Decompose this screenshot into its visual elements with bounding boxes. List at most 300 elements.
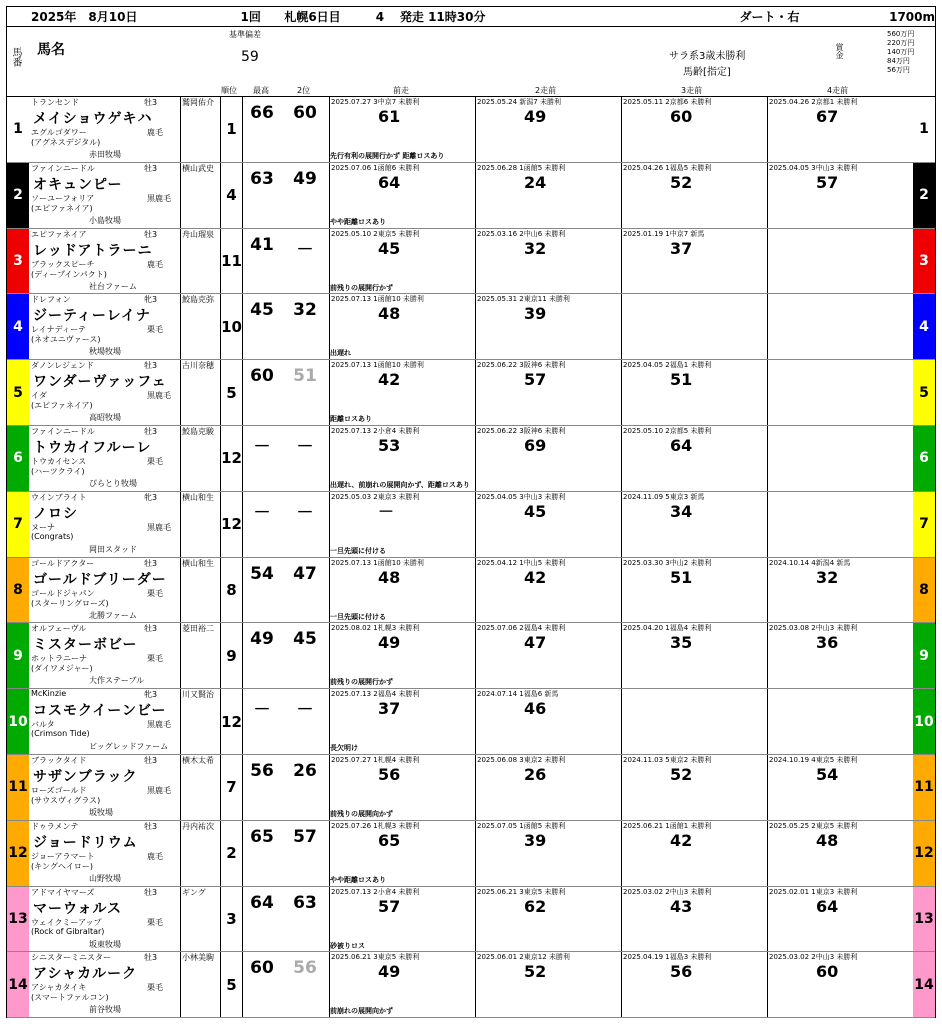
- coat-color: 黒鹿毛: [147, 391, 171, 401]
- past-race-score: 43: [670, 896, 693, 916]
- horse-number-right: 14: [913, 952, 935, 1017]
- past-race-date: 2025.03.08 2中山3 未勝利: [769, 624, 858, 633]
- past-race-score: 48: [378, 304, 401, 324]
- past-race-score: 56: [670, 962, 693, 982]
- second-score: 26: [293, 760, 317, 781]
- dam: バルタ: [31, 720, 55, 730]
- race-kai: 1回: [240, 10, 261, 24]
- jockey: 川又賢治: [181, 689, 221, 754]
- past-race[interactable]: [767, 426, 913, 491]
- past-race-score: 32: [524, 238, 547, 258]
- label-base: 基準偏差: [229, 30, 261, 39]
- past-race-date: 2025.07.27 1札幌4 未勝利: [331, 755, 420, 764]
- coat-color: 黒鹿毛: [147, 785, 171, 795]
- past-race[interactable]: [767, 887, 913, 952]
- past-race-score: 67: [816, 107, 839, 126]
- horse-number-left: 14: [7, 952, 29, 1017]
- broodmare-sire: (Crimson Tide): [31, 729, 90, 739]
- past-race-date: 2025.02.01 1東京3 未勝利: [769, 887, 858, 896]
- coat-color: 黒鹿毛: [147, 193, 171, 203]
- past-race[interactable]: [621, 97, 767, 162]
- sire: トランセンド: [31, 98, 79, 107]
- horse-row: [7, 294, 935, 360]
- horse-info[interactable]: [29, 689, 181, 754]
- rank: 5: [221, 952, 243, 1017]
- horse-info[interactable]: [29, 294, 181, 359]
- broodmare-sire: (サウスヴィグラス): [31, 795, 101, 805]
- horse-row: [7, 229, 935, 295]
- best-score: 41: [250, 234, 274, 255]
- horse-info[interactable]: [29, 952, 181, 1017]
- horse-number-left: 8: [7, 558, 29, 623]
- past-race-date: 2025.06.21 1函館1 未勝利: [623, 821, 712, 830]
- past-race[interactable]: [621, 623, 767, 688]
- base-score: 59: [241, 49, 259, 65]
- past-race-date: 2025.06.28 1函館5 未勝利: [477, 163, 566, 172]
- past-race-score: 42: [524, 567, 547, 587]
- past-race[interactable]: [767, 360, 913, 425]
- race-comment: 砂被りロス: [330, 941, 365, 950]
- past-race[interactable]: [621, 887, 767, 952]
- horse-info[interactable]: [29, 163, 181, 228]
- sex-age: 牡3: [144, 821, 158, 831]
- race-comment: 前崩れの展開向かず: [330, 1007, 393, 1016]
- past-race-date: 2025.01.19 1中京7 新馬: [623, 229, 705, 238]
- sex-age: 牡3: [144, 953, 158, 963]
- past-race-score: 36: [816, 633, 839, 653]
- sex-age: 牡3: [144, 229, 158, 239]
- horse-number-right: 3: [913, 229, 935, 294]
- broodmare-sire: (ネオユニヴァース): [31, 335, 101, 345]
- dam: ヌーナ: [31, 522, 55, 532]
- past-race[interactable]: [767, 492, 913, 557]
- col-2nd-last: 2走前: [535, 86, 557, 95]
- race-comment: 一旦先頭に付ける: [330, 612, 386, 621]
- horse-name: コスモクイーンビー: [33, 703, 167, 720]
- horse-info[interactable]: [29, 887, 181, 952]
- horse-number-right: 1: [913, 97, 935, 162]
- race-comment: 長欠明け: [330, 744, 358, 753]
- best-score: 60: [250, 366, 274, 387]
- race-comment: 距離ロスあり: [330, 415, 372, 424]
- past-race-date: 2025.03.16 2中山6 未勝利: [477, 229, 566, 238]
- sex-age: 牡3: [144, 558, 158, 568]
- dam: ホットラニーナ: [31, 654, 87, 664]
- past-race-date: 2025.07.05 1函館5 未勝利: [477, 821, 566, 830]
- horse-info[interactable]: [29, 558, 181, 623]
- sex-age: 牡3: [144, 163, 158, 173]
- breeder: 高昭牧場: [89, 413, 121, 423]
- dam: ゴールドジャパン: [31, 588, 95, 598]
- horse-info[interactable]: [29, 821, 181, 886]
- horse-number-left: 5: [7, 360, 29, 425]
- dam: トウカイセンス: [31, 456, 87, 466]
- past-race-score: 48: [816, 830, 839, 850]
- horse-number-left: 1: [7, 97, 29, 162]
- past-race-date: 2025.06.21 3東京5 未勝利: [331, 953, 420, 962]
- horse-row: [7, 755, 935, 821]
- second-score: 47: [293, 563, 317, 584]
- past-race-score: 69: [524, 435, 547, 455]
- past-race[interactable]: [767, 755, 913, 820]
- label-horse-name: 馬名: [37, 42, 65, 58]
- coat-color: 黒鹿毛: [147, 522, 171, 532]
- race-comment: 前残りの展開行かず: [330, 283, 393, 292]
- past-race-date: 2025.04.20 1福島4 未勝利: [623, 624, 712, 633]
- past-race-score: 46: [524, 699, 547, 719]
- past-race-date: 2025.04.26 2京都1 未勝利: [769, 98, 858, 106]
- past-race-score: 52: [524, 962, 547, 982]
- race-comment: 一旦先頭に付ける: [330, 546, 386, 555]
- best-score: 54: [250, 563, 274, 584]
- race-comment: 出遅れ、前崩れの展開向かず、距離ロスあり: [330, 480, 470, 489]
- best-score: 65: [250, 826, 274, 847]
- past-race-score: 53: [378, 435, 401, 455]
- jockey: 小林美駒: [181, 952, 221, 1017]
- past-race[interactable]: [767, 163, 913, 228]
- sex-age: 牡3: [144, 426, 158, 436]
- jockey: 舟山瑠泉: [181, 229, 221, 294]
- horse-name: マーウォルス: [33, 900, 123, 917]
- past-race-score: 37: [378, 699, 401, 719]
- race-comment: 前残りの展開向かず: [330, 809, 393, 818]
- past-race-date: 2025.07.13 2小倉4 未勝利: [331, 887, 420, 896]
- past-race[interactable]: [621, 689, 767, 754]
- horse-name: アシャカルーク: [33, 966, 138, 983]
- horse-info[interactable]: [29, 755, 181, 820]
- second-score: 57: [293, 826, 317, 847]
- rank: 4: [221, 163, 243, 228]
- col-4th-last: 4走前: [827, 86, 849, 95]
- horse-number-right: 10: [913, 689, 935, 754]
- race-comment: 前残りの展開行かず: [330, 678, 393, 687]
- past-race-score: 64: [670, 435, 693, 455]
- past-race-score: 62: [524, 896, 547, 916]
- past-race[interactable]: [767, 952, 913, 1017]
- race-date: 2025年 8月10日: [31, 10, 138, 24]
- dam: ローズゴールド: [31, 785, 87, 795]
- breeder: 岡田スタッド: [89, 544, 137, 554]
- past-race[interactable]: [621, 294, 767, 359]
- second-score: 56: [293, 958, 317, 979]
- past-race[interactable]: [621, 426, 767, 491]
- jockey: 鷲岡佑介: [181, 97, 221, 162]
- race-sheet: [6, 6, 936, 1018]
- past-race-date: 2025.07.13 2小倉4 未勝利: [331, 426, 420, 435]
- past-race-score: 60: [670, 107, 693, 126]
- horse-row: [7, 952, 935, 1018]
- sire: ウインブライト: [31, 492, 87, 502]
- past-race-date: 2025.07.13 2福島4 未勝利: [331, 690, 420, 699]
- past-race[interactable]: [621, 755, 767, 820]
- horse-info[interactable]: [29, 360, 181, 425]
- past-race-score: 48: [378, 567, 401, 587]
- second-score: －: [296, 239, 314, 260]
- sex-age: 牡3: [144, 624, 158, 634]
- past-race-date: 2024.07.14 1福島6 新馬: [477, 690, 559, 699]
- broodmare-sire: (ディープインパクト): [31, 269, 107, 279]
- rank: 2: [221, 821, 243, 886]
- horse-number-left: 9: [7, 623, 29, 688]
- horse-number-left: 10: [7, 689, 29, 754]
- past-race-date: 2025.04.19 1福島3 未勝利: [623, 953, 712, 962]
- coat-color: 栗毛: [147, 325, 163, 335]
- past-race[interactable]: [767, 821, 913, 886]
- dam: ウェイクミーアップ: [31, 917, 102, 927]
- past-race-score: 52: [670, 172, 693, 192]
- past-race-date: 2025.03.02 2中山3 未勝利: [769, 953, 858, 962]
- second-score: 63: [293, 892, 317, 913]
- prize-4: 84万円: [887, 57, 910, 65]
- race-distance: 1700m: [889, 9, 935, 24]
- horse-number-left: 12: [7, 821, 29, 886]
- past-race-score: 39: [524, 304, 547, 324]
- past-race[interactable]: [767, 558, 913, 623]
- best-score: 60: [250, 958, 274, 979]
- best-score: －: [253, 436, 271, 457]
- past-race-score: 35: [670, 633, 693, 653]
- col-best: 最高: [253, 86, 269, 95]
- horse-info[interactable]: [29, 97, 181, 162]
- horse-name: ゴールドブリーダー: [33, 571, 167, 588]
- past-race-date: 2025.05.10 2東京5 未勝利: [331, 229, 420, 238]
- horse-number-left: 4: [7, 294, 29, 359]
- prize-label: 賞金: [835, 43, 844, 59]
- jockey: 古川奈穂: [181, 360, 221, 425]
- breeder: 大作ステーブル: [89, 676, 145, 686]
- past-race-date: 2025.05.11 2京都6 未勝利: [623, 98, 712, 106]
- horse-row: [7, 623, 935, 689]
- past-race-score: 45: [378, 238, 401, 258]
- race-course: ダート・右: [739, 10, 800, 24]
- col-second: 2位: [297, 86, 311, 95]
- breeder: ぴらとり牧場: [89, 478, 137, 488]
- horse-number-left: 7: [7, 492, 29, 557]
- best-score: 64: [250, 892, 274, 913]
- past-race-score: 64: [378, 172, 401, 192]
- past-race-date: 2025.07.06 2福島4 未勝利: [477, 624, 566, 633]
- past-race[interactable]: [621, 558, 767, 623]
- jockey: 横山武史: [181, 163, 221, 228]
- rank: 9: [221, 623, 243, 688]
- prize-3: 140万円: [887, 48, 915, 56]
- col-3rd-last: 3走前: [681, 86, 703, 95]
- rank: 5: [221, 360, 243, 425]
- sire: アドマイヤマーズ: [31, 887, 95, 897]
- horse-name: サザンブラック: [33, 768, 138, 785]
- horse-number-right: 12: [913, 821, 935, 886]
- dam: レイナディーテ: [31, 325, 86, 335]
- past-race-date: 2025.07.06 1函館6 未勝利: [331, 163, 420, 172]
- past-race-date: 2025.03.30 3中山2 未勝利: [623, 558, 712, 567]
- broodmare-sire: (エピファネイア): [31, 401, 93, 411]
- coat-color: 栗毛: [147, 654, 163, 664]
- sex-age: 牡3: [144, 361, 158, 371]
- past-race-score: 61: [378, 107, 401, 126]
- past-race[interactable]: [621, 492, 767, 557]
- past-race[interactable]: [621, 360, 767, 425]
- sire: ブラックタイド: [31, 755, 87, 765]
- past-race-date: 2025.06.08 3東京2 未勝利: [477, 755, 566, 764]
- rank: 12: [221, 426, 243, 491]
- past-race-date: 2025.05.03 2東京3 未勝利: [331, 492, 420, 501]
- horse-info[interactable]: [29, 426, 181, 491]
- jockey: ギング: [181, 887, 221, 952]
- breeder: 坂東牧場: [89, 939, 121, 949]
- broodmare-sire: (スマートファルコン): [31, 993, 109, 1003]
- jockey: 横山和生: [181, 558, 221, 623]
- horse-number-right: 5: [913, 360, 935, 425]
- past-race-date: 2025.07.26 1札幌3 未勝利: [331, 821, 420, 830]
- past-race-date: 2025.06.22 3阪神6 未勝利: [477, 361, 566, 370]
- past-race[interactable]: [767, 97, 913, 162]
- breeder: 社台ファーム: [89, 281, 137, 291]
- jockey: 丹内祐次: [181, 821, 221, 886]
- prize-5: 56万円: [887, 66, 910, 74]
- horse-info[interactable]: [29, 229, 181, 294]
- horse-info[interactable]: [29, 492, 181, 557]
- col-order: 順位: [221, 86, 237, 95]
- race-title-bar: [7, 7, 935, 27]
- coat-color: 黒鹿毛: [147, 720, 171, 730]
- broodmare-sire: (Rock of Gibraltar): [31, 926, 105, 936]
- rank: 7: [221, 755, 243, 820]
- jockey: 鮫島克駿: [181, 426, 221, 491]
- coat-color: 鹿毛: [147, 259, 163, 269]
- race-class: サラ系3歳未勝利: [669, 51, 746, 62]
- past-race-date: 2024.10.19 4東京5 未勝利: [769, 755, 858, 764]
- dam: イダ: [31, 391, 47, 401]
- best-score: 49: [250, 629, 274, 650]
- label-umaban: 馬番: [10, 47, 21, 67]
- past-race[interactable]: [767, 623, 913, 688]
- past-race-date: 2025.06.21 3東京5 未勝利: [477, 887, 566, 896]
- horse-name: トウカイフルーレ: [33, 439, 152, 456]
- race-condition: 馬齢[指定]: [683, 67, 731, 78]
- jockey: 横山和生: [181, 492, 221, 557]
- past-race-date: 2025.07.13 1函館10 未勝利: [331, 295, 424, 304]
- past-race[interactable]: [621, 163, 767, 228]
- past-race-date: 2025.04.05 3中山3 未勝利: [477, 492, 566, 501]
- broodmare-sire: (ハーツクライ): [31, 466, 85, 476]
- horse-number-right: 9: [913, 623, 935, 688]
- rank: 12: [221, 689, 243, 754]
- horse-number-right: 13: [913, 887, 935, 952]
- race-comment: 出遅れ: [330, 349, 351, 358]
- sire: McKinzie: [31, 689, 67, 699]
- past-race-score: 34: [670, 501, 693, 521]
- past-race-score: 56: [378, 764, 401, 784]
- past-race[interactable]: [767, 294, 913, 359]
- rank: 12: [221, 492, 243, 557]
- past-race-score: 26: [524, 764, 547, 784]
- horse-row: [7, 558, 935, 624]
- past-race-score: 42: [378, 370, 401, 390]
- past-race-score: 51: [670, 567, 693, 587]
- sire: ファインニードル: [31, 163, 95, 173]
- sire: ドゥラメンテ: [31, 821, 79, 831]
- broodmare-sire: (スターリングローズ): [31, 598, 109, 608]
- past-race-score: －: [378, 501, 395, 521]
- horse-name: ジーティーレイナ: [33, 308, 151, 325]
- second-score: 60: [293, 103, 317, 123]
- sire: オルフェーヴル: [31, 624, 87, 634]
- broodmare-sire: (エピファネイア): [31, 203, 93, 213]
- past-race-score: 37: [670, 238, 693, 258]
- horse-number-left: 3: [7, 229, 29, 294]
- prize-2: 220万円: [887, 39, 915, 47]
- horse-row: [7, 689, 935, 755]
- jockey: 横木太希: [181, 755, 221, 820]
- best-score: 56: [250, 760, 274, 781]
- sex-age: 牝3: [144, 492, 158, 502]
- breeder: 赤田牧場: [89, 150, 121, 159]
- column-header: [7, 27, 935, 97]
- rank: 3: [221, 887, 243, 952]
- past-race-date: 2025.04.05 3中山3 未勝利: [769, 163, 858, 172]
- past-race-score: 39: [524, 830, 547, 850]
- sire: ダノンレジェンド: [31, 361, 94, 371]
- sire: ドレフォン: [31, 295, 71, 305]
- past-race-date: 2025.07.13 1函館10 未勝利: [331, 558, 424, 567]
- dam: ソーユーフォリア: [31, 193, 95, 203]
- breeder: 小島牧場: [89, 215, 121, 225]
- past-race-score: 57: [816, 172, 839, 192]
- horse-name: ノロシ: [33, 505, 78, 522]
- second-score: －: [296, 436, 314, 457]
- broodmare-sire: (キングヘイロー): [31, 861, 94, 871]
- sex-age: 牡3: [144, 755, 158, 765]
- coat-color: 栗毛: [147, 917, 163, 927]
- past-race-score: 49: [378, 962, 401, 982]
- dam: ジョーアラマート: [31, 851, 95, 861]
- horse-number-right: 2: [913, 163, 935, 228]
- coat-color: 鹿毛: [147, 128, 163, 137]
- past-race[interactable]: [767, 689, 913, 754]
- past-race-date: 2025.06.01 2東京12 未勝利: [477, 953, 570, 962]
- sire: ゴールドアクター: [31, 558, 95, 568]
- dam: ブラックスピーチ: [31, 259, 95, 269]
- past-race-date: 2025.04.05 2福島1 未勝利: [623, 361, 712, 370]
- past-race-score: 65: [378, 830, 401, 850]
- second-score: 49: [293, 168, 317, 189]
- second-score: 45: [293, 629, 317, 650]
- past-race-date: 2025.05.10 2京都5 未勝利: [623, 426, 712, 435]
- past-race-score: 57: [378, 896, 401, 916]
- race-comment: 先行有利の展開行かず 距離ロスあり: [330, 152, 445, 160]
- past-race[interactable]: [621, 821, 767, 886]
- past-race-date: 2025.07.27 3中京7 未勝利: [331, 98, 420, 106]
- horse-name: メイショウゲキハ: [33, 111, 153, 127]
- past-race[interactable]: [767, 229, 913, 294]
- horse-name: オキュンピー: [33, 176, 123, 193]
- past-race-date: 2025.05.24 新潟7 未勝利: [477, 98, 561, 106]
- col-last: 前走: [393, 86, 409, 95]
- breeder: 坂牧場: [89, 807, 113, 817]
- dam: アシャカタイキ: [31, 983, 87, 993]
- past-race[interactable]: [621, 952, 767, 1017]
- best-score: 66: [250, 103, 274, 123]
- horse-row: [7, 360, 935, 426]
- rank: 10: [221, 294, 243, 359]
- sex-age: 牝3: [144, 295, 158, 305]
- horse-info[interactable]: [29, 623, 181, 688]
- race-comment: やや距離ロスあり: [330, 875, 386, 884]
- best-score: 45: [250, 300, 274, 321]
- past-race[interactable]: [621, 229, 767, 294]
- horse-row: [7, 821, 935, 887]
- horse-number-left: 13: [7, 887, 29, 952]
